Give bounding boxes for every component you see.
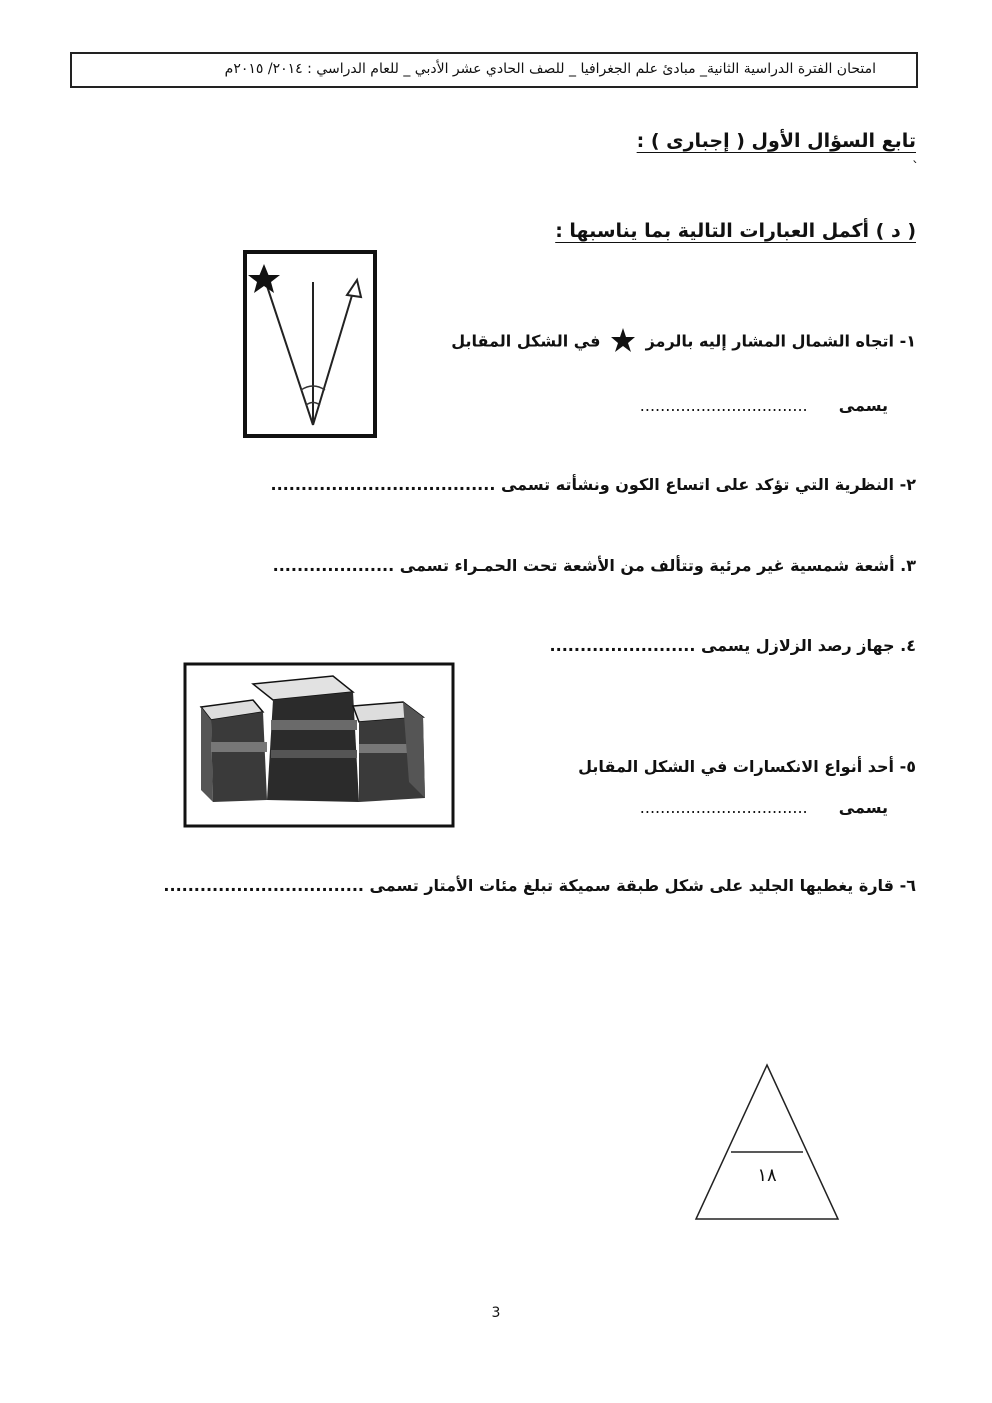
fault-block-figure — [183, 662, 455, 832]
question-3: ٣. أشعة شمسية غير مرئية وتتألف من الأشعة تحت الحمـراء تسمى .................... — [272, 556, 916, 575]
page-number: 3 — [491, 1305, 501, 1321]
stray-mark: ` — [912, 160, 919, 176]
question-1-text: ١- اتجاه الشمال المشار إليه بالرمز — [645, 331, 916, 351]
question-2: ٢- النظرية التي تؤكد على اتساع الكون ونشأته تسمى ..................................... — [270, 475, 916, 494]
star-icon — [610, 327, 636, 357]
north-direction-figure — [243, 250, 379, 444]
section-title: تابع السؤال الأول ( إجبارى ) : — [636, 130, 916, 152]
question-4: ٤. جهاز رصد الزلازل يسمى ........................ — [549, 636, 916, 655]
score-triangle — [692, 1063, 842, 1227]
score-value: ١٨ — [757, 1165, 777, 1186]
question-6: ٦- قارة يغطيها الجليد على شكل طبقة سميكة تبلغ مئات الأمتار تسمى ................................. — [163, 876, 916, 895]
question-1-answer-blank[interactable]: ................................. — [639, 396, 808, 415]
question-5-answer — [640, 798, 888, 817]
question-1 — [451, 327, 916, 357]
question-5-answer-blank[interactable]: ................................. — [639, 798, 808, 817]
section-subtitle: ( د ) أكمل العبارات التالية بما يناسبها : — [555, 220, 916, 242]
exam-header-title: امتحان الفترة الدراسية الثانية_ مبادئ علم الجغرافيا _ للصف الحادي عشر الأدبي _ للعام الدراسي : ٢٠١٤/ ٢٠١٥م — [224, 61, 876, 77]
question-5-answer-label: يسمى — [838, 798, 888, 817]
question-1-answer — [640, 396, 888, 415]
question-1-answer-label: يسمى — [838, 396, 888, 415]
question-5: ٥- أحد أنواع الانكسارات في الشكل المقابل — [578, 757, 916, 776]
exam-header — [70, 52, 918, 88]
question-1-text-after: في الشكل المقابل — [451, 331, 601, 351]
